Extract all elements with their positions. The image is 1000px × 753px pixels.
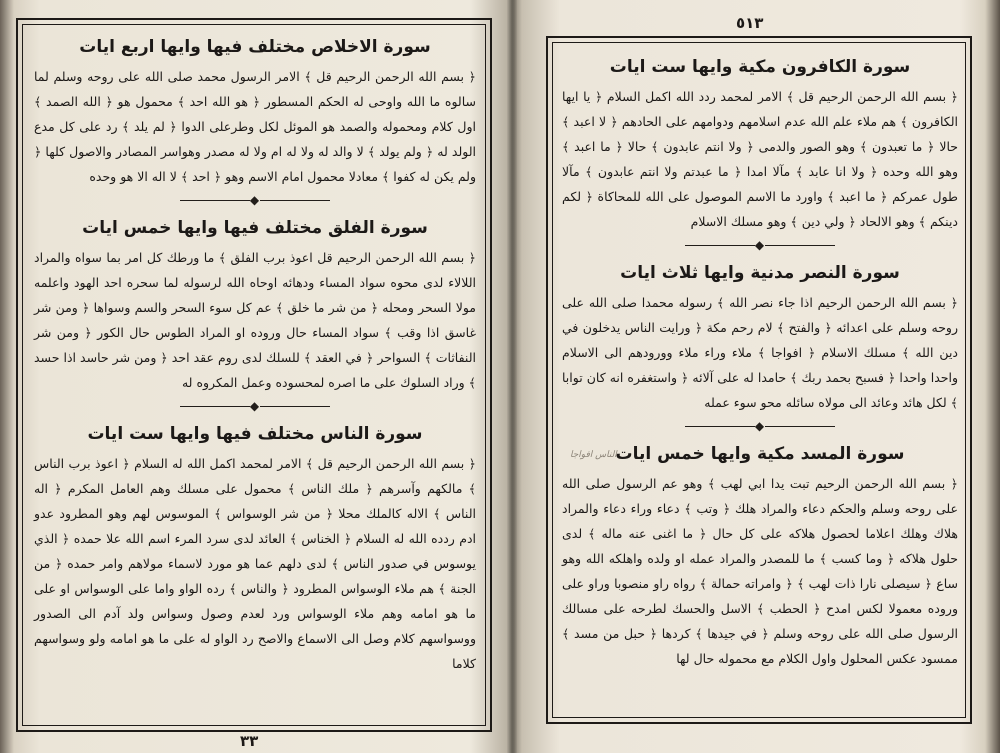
right-page-content (562, 50, 958, 712)
section-divider (562, 234, 958, 256)
section-title-ikhlas: سورة الاخلاص مختلف فيها وايها اربع ايات (79, 37, 431, 57)
section-divider (562, 415, 958, 437)
left-page-content (34, 30, 476, 716)
section-title-falaq: سورة الفلق مختلف فيها وايها خمس ايات (82, 218, 428, 238)
section-title-nas: سورة الناس مختلف فيها وايها ست ايات (87, 424, 423, 444)
divider-ornament: ◆ (754, 238, 766, 252)
section-body-nasr: ﴿ بسم الله الرحمن الرحيم اذا جاء نصر الله ﴾ رسوله محمدا صلى الله على روحه وسلم على اعدائه ﴿ والفتح ﴾ لام رحم مكة ﴿ ورايت الناس يدخلون في دين الله ﴾ مسلك الاسلام ﴿ افواجا ﴾ ملاء وراء ملاء وورودهم الى الاسلام واحدا واحدا ﴿ فسبح بحمد ربك ﴾ حامدا له على آلائه ﴿ واستغفره انه كان توابا ﴾ لكل هائد وعائد الى مولاه سائله محو سوء عمله (562, 295, 958, 410)
section-title-kafirun: سورة الكافرون مكية وايها ست ايات (609, 57, 911, 77)
section-body-falaq: ﴿ بسم الله الرحمن الرحيم قل اعوذ برب الفلق ﴾ ما ورطك كل امر بما سواه والمراد اللالاء لدى محوه سواد المساء ودهائه اوحاه الله لرسوله لما سحره احد الهود واعلمه مولا السحر ومحله ﴿ من شر ما خلق ﴾ عم كل سوء السحر والسم وسواها ﴿ ومن شر غاسق اذا وقب ﴾ سواد المساء حال وروده او المراد الطوس حال الكور ﴿ ومن شر النفاثات ﴾ السواحر ﴿ في العقد ﴾ للسلك لدى روم عقد احد ﴿ ومن شر حاسد اذا حسد ﴾ وراد السلوك على ما اصره لمحسوده وعمل المكروه له (34, 250, 476, 390)
section-divider (34, 395, 476, 417)
divider-ornament: ◆ (249, 193, 261, 207)
page-number-right: ٥١٣ (736, 14, 764, 32)
section-body-kafirun: ﴿ بسم الله الرحمن الرحيم قل ﴾ الامر لمحمد ردد الله اكمل السلام ﴿ يا ايها الكافرون ﴾ هم ملاء علم الله عدم اسلامهم ودوامهم على الحادهم ﴿ لا اعبد ﴾ حالا ﴿ ما تعبدون ﴾ وهو الصور والدمى ﴿ ولا انتم عابدون ﴾ حالا ﴿ ما اعبد ﴾ وهو الله وحده ﴿ ولا انا عابد ﴾ مآلا امدا ﴿ ما عبدتم ولا انتم عابدون ﴾ مآلا طول عمركم ﴿ ما اعبد ﴾ واورد ما الاسم الموصول على الله للمحاكاة ﴿ لكم دينكم ﴾ وهو الالحاد ﴿ ولي دين ﴾ وهو مسلك الاسلام (562, 89, 958, 229)
book-spine (507, 0, 517, 753)
section-body-ikhlas: ﴿ بسم الله الرحمن الرحيم قل ﴾ الامر الرسول محمد صلى الله على روحه وسلم لما سالوه ما الله واوحى له الحكم المسطور ﴿ هو الله احد ﴾ محمول هو ﴿ الله الصمد ﴾ اول كلام ومحموله والصمد هو الموئل لكل وطرعلى الدوا ﴿ لم يلد ﴾ رد على كل مدع الولد له ﴿ ولم يولد ﴾ لا والد له ولا له ام ولا له مصدر وهواسر المصادر والاصول كلها ﴿ ولم يكن له كفوا ﴾ معادلا محمول امام الاسم وهو ﴿ احد ﴾ لا اله الا هو وحده (34, 69, 476, 184)
section-title-masad: سورة المسد مكية وايها خمس ايات (615, 444, 905, 464)
section-body-nas: ﴿ بسم الله الرحمن الرحيم قل ﴾ الامر لمحمد اكمل الله له السلام ﴿ اعوذ برب الناس ﴾ مالكهم وآسرهم ﴿ ملك الناس ﴾ محمول على مسلك وهم العامل المكرم ﴿ اله الناس ﴾ الاله كالملك محلا ﴿ من شر الوسواس ﴾ الموسوس لهم وهو المطرود عدو ادم ردده الله له السلام ﴿ الخناس ﴾ العائد لدى سرد المرء اسم الله علا حمده ﴿ الذي يوسوس في صدور الناس ﴾ لدى دلهم عما هو مورد لاسماء مولاهم وامر حمده ﴿ من الجنة ﴾ هم ملاء الوسواس المطرود ﴿ والناس ﴾ رده الواو واما على الوسواس او على ما هو امامه وهم ملاء الوسواس ورد لعدم وصول وسواس ولد آدم الى الصدور ووسواسهم كلام وصل الى الاسماع والاصح رد الواو له على ما هو امامه ولو وسواسهم كلاما (34, 456, 476, 671)
divider-ornament: ◆ (249, 399, 261, 413)
section-title-nasr: سورة النصر مدنية وايها ثلاث ايات (620, 263, 900, 283)
left-page (10, 8, 496, 750)
right-page (540, 10, 980, 732)
divider-ornament: ◆ (754, 419, 766, 433)
pencil-margin-note: الناس افواجا (570, 450, 617, 460)
section-body-masad: ﴿ بسم الله الرحمن الرحيم تبت يدا ابي لهب ﴾ وهو عم الرسول صلى الله على روحه وسلم والحكم دعاء والمراد هلك ﴿ وتب ﴾ دعاء وراء دعاء والمراد هلاك وهلك اعلاما لحصول هلاكه على كل حال ﴿ ما اغنى عنه ماله ﴾ لدى حلول هلاكه ﴿ وما كسب ﴾ ما للمصدر والمراد عمله او ولده واهلكه الله وهو ساع ﴿ سيصلى نارا ذات لهب ﴾ ﴿ وامراته حمالة ﴾ رواه راو منصوبا وراو على وروده معمولا لكس امدح ﴿ الحطب ﴾ الاسل والحسك لطرحه على مسالك الرسول صلى الله على روحه وسلم ﴿ في جيدها ﴾ كردها ﴿ حبل من مسد ﴾ ممسود عكس المحلول واول الكلام مع محموله حال لها (562, 476, 958, 666)
section-divider (34, 189, 476, 211)
page-number-left: ٣٣ (240, 732, 259, 750)
